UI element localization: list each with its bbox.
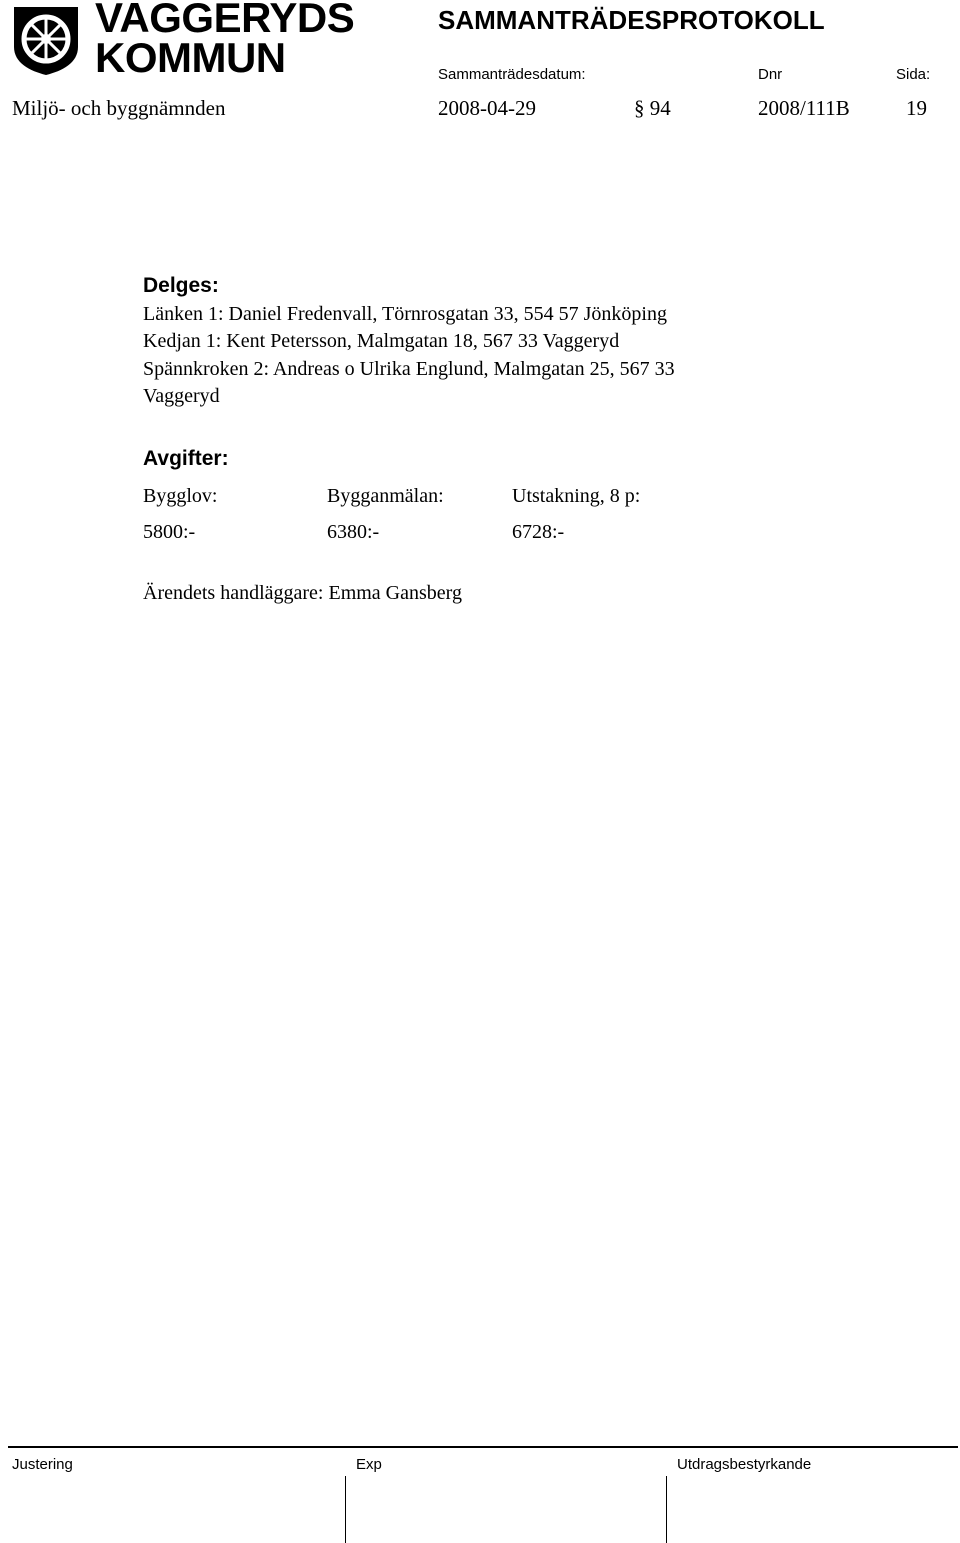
meeting-date-label: Sammanträdesdatum: [438,66,586,83]
fee-amount: 6728:- [512,521,565,543]
distribution-line: Kedjan 1: Kent Petersson, Malmgatan 18, 567 33 Vaggeryd [143,330,620,352]
footer-utdrag-label: Utdragsbestyrkande [677,1456,812,1473]
fee-amount: 6380:- [327,521,380,543]
distribution-line: Vaggeryd [143,385,220,407]
dnr-value: 2008/111B [758,96,850,120]
section-number: § 94 [634,96,671,120]
fees-heading: Avgifter: [143,447,229,470]
page-number: 19 [906,96,927,120]
municipality-logo-wheel-icon [10,3,82,77]
footer-column-divider [666,1476,667,1543]
case-handler: Ärendets handläggare: Emma Gansberg [143,582,462,604]
org-name-line2: KOMMUN [95,34,286,81]
page-label: Sida: [896,66,931,83]
footer-justering-label: Justering [12,1456,73,1473]
footer-divider [8,1446,958,1448]
footer-column-divider [345,1476,346,1543]
footer-exp-label: Exp [356,1456,382,1473]
fee-label: Bygganmälan: [327,485,444,507]
meeting-date: 2008-04-29 [438,96,536,120]
fee-label: Bygglov: [143,485,218,507]
fee-amount: 5800:- [143,521,196,543]
org-name-line1: VAGGERYDS [95,0,355,41]
distribution-heading: Delges: [143,274,219,297]
board-name: Miljö- och byggnämnden [12,96,226,120]
distribution-line: Länken 1: Daniel Fredenvall, Törnrosgatan 33, 554 57 Jönköping [143,303,667,325]
fee-label: Utstakning, 8 p: [512,485,641,507]
document-title: SAMMANTRÄDESPROTOKOLL [438,5,825,35]
dnr-label: Dnr [758,66,783,83]
distribution-line: Spännkroken 2: Andreas o Ulrika Englund, Malmgatan 25, 567 33 [143,358,675,380]
